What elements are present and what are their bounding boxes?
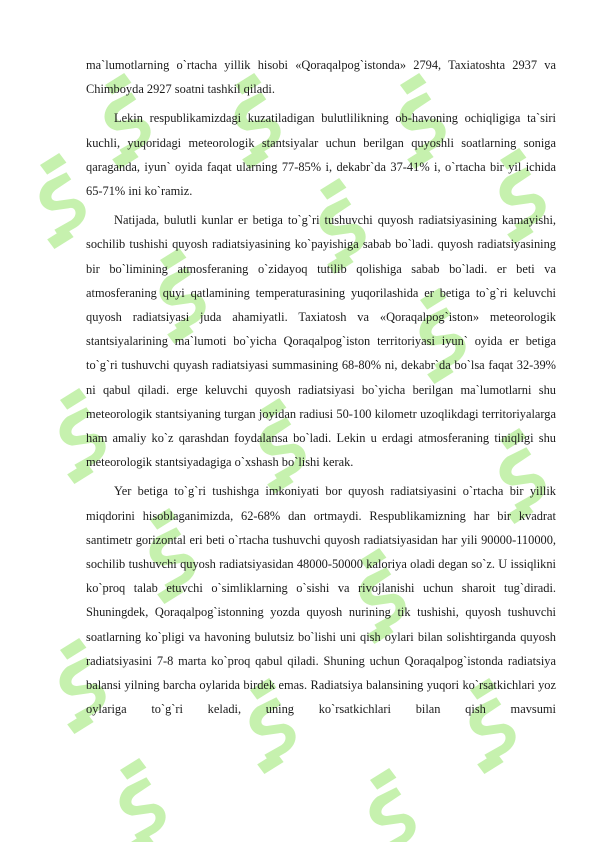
paragraph-2: Lekin respublikamizdagi kuzatiladigan bulutlilikning ob-havoning ochiqligiga ta`siri kuchli, yuqoridagi meteorologik stantsiyalar uchun berilgan quyoshli soatlarning soniga qaraganda, iyun` oyida faqat ularning 77-85% i, dekabr`da 37-41% i, o`rtacha bir yil ichida 65-71% ini ko`ramiz. xyxy=(86,111,556,199)
paragraph-4: Yer betiga to`g`ri tushishga imkoniyati bor quyosh radiatsiyasini o`rtacha bir yillik miqdorini hisoblaganimizda, 62-68% dan ortmaydi. Respublikamizning har bir kvadrat santimetr gorizontal eri beti o`rtacha tushuvchi quyosh radiatsiyasidan har yili 90000-110000, sochilib tushuvchi quyosh radiatsiyasidan 48000-50000 kaloriya oladi degan so`z. U issiqlikni ko`proq talab etuvchi o`simliklarning o`sishi va rivojlanishi uchun sharoit tug`diradi. Shuningdek, Qoraqalpog`istonning yozda quyosh nurining tik tushishi, quyosh tushuvchi soatlarning ko`pligi va havoning bulutsiz bo`lishi uni qish oylari bilan solishtirganda quyosh radiatsiyasini 7-8 marta ko`proq qabul qiladi. Shuning uchun Qoraqalpog`istonda radiatsiya balansi yilning barcha oylarida birdek emas. Radiatsiya balansining yuqori ko`rsatkichlari yoz oylariga to`g`ri keladi, uning ko`rsatkichlari bilan qish mavsumi xyxy=(86,484,556,717)
document-body xyxy=(86,53,556,726)
paragraph-1: ma`lumotlarning o`rtacha yillik hisobi «Qoraqalpog`istonda» 2794, Taxiatoshta 2937 va Chimboyda 2927 soatni tashkil qiladi. xyxy=(86,58,556,97)
paragraph-3: Natijada, bulutli kunlar er betiga to`g`ri tushuvchi quyosh radiatsiyasining kamayishi, sochilib tushishi quyosh radiatsiyasining ko`payishiga sabab bo`ladi. quyosh radiatsiyasining bir bo`limining atmosferaning o`zidayoq tutilib qolishiga sabab bo`ladi. er beti va atmosferaning quyi qatlamining temperaturasining yuqorilashida er betiga to`g`ri keluvchi quyosh radiatsiyasi juda ahamiyatli. Taxiatosh va «Qoraqalpog`iston» meteorologik stantsiyalarining ma`lumoti bo`yicha Qoraqalpog`iston territoriyasi iyun` oyida er betiga to`g`ri tushuvchi quyash radiatsiyasi summasining 68-80% ni, dekabr`da bo`lsa faqat 32-39% ni qabul qiladi. erge keluvchi quyosh radiatsiyasi bo`yicha berilgan ma`lumotlarni shu meteorologik stantsiyaning turgan joyidan radiusi 50-100 kilometr uzoqlikdagi territoriyalarga ham amaliy ko`z qarashdan foydalansa bo`ladi. Lekin u erdagi atmosferaning tiniqligi shu meteorologik stantsiyadagiga o`xshash bo`lishi kerak. xyxy=(86,213,556,470)
